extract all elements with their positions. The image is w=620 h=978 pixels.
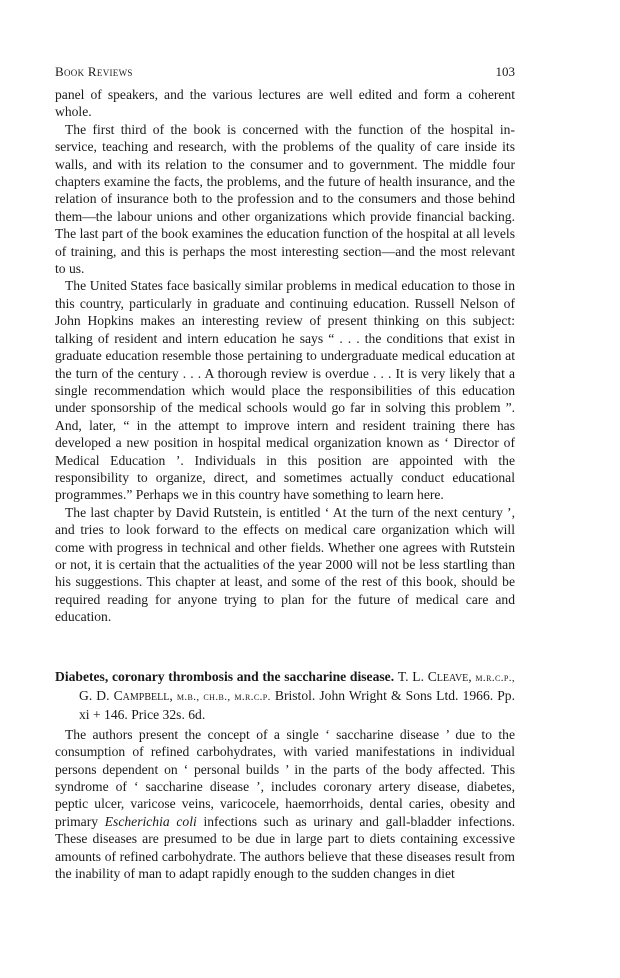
review-citation <box>55 668 515 724</box>
running-head <box>55 64 515 86</box>
book-title: Diabetes, coronary thrombosis and the saccharine disease. <box>55 668 395 684</box>
section-title: Book Reviews <box>55 64 133 79</box>
paragraph: The first third of the book is concerned with the function of the hospital in-service, teaching and research, with the problems of the quality of care inside its walls, and with its relation to the consumer and to government. The middle four chapters examine the facts, the problems, and the future of health insurance, and the relation of insurance both to the profession and to the consumers and those behind them—the labour unions and other organizations which provide financial backing. The last part of the book examines the education function of the hospital at all levels of training, and this is perhaps the most interesting section—and the most relevant to us. <box>55 121 515 277</box>
page-number: 103 <box>495 64 515 79</box>
author-name: G. D. Campbell, <box>79 688 173 703</box>
paragraph: The last chapter by David Rutstein, is entitled ‘ At the turn of the next century ’, and tries to look forward to the effects on medical care organization which will come with progress in technical and other fields. Whether one agrees with Rutstein or not, it is certain that the actualities of the year 2000 will not be less startling than his suggestions. This chapter at least, and some of the rest of this book, should be required reading for anyone trying to plan for the future of medical care and education. <box>55 504 515 625</box>
review-text: The authors present the concept of a single ‘ saccharine disease ’ due to the consumption of refined carbohydrates, with varied manifestations in individual persons dependent on ‘ personal builds ’ in the parts of the body affected. This syndrome of ‘ saccharine disease ’, includes coronary artery disease, diabetes, peptic ulcer, varicose veins, varicocele, haemorrhoids, dental caries, obesity and primary <box>55 726 515 829</box>
section-gap <box>55 626 515 668</box>
paragraph: The United States face basically similar problems in medical education to those in this country, particularly in graduate and continuing education. Russell Nelson of John Hopkins makes an interesting review of present thinking on this subject: talking of resident and intern education he says “ . . . the conditions that exist in graduate education resemble those pertaining to undergraduate medical education at the turn of the century . . . A thorough review is overdue . . . It is very likely that a single recommendation which would place the responsibilities of this education under sponsorship of the medical schools would go far in solving this problem ”. And, later, “ in the attempt to improve intern and resident training there has developed a new position in hospital medical organization known as ‘ Director of Medical Education ’. Individuals in this position are appointed with the responsibility to organize, direct, and sometimes actually conduct educational programmes.” Perhaps we in this country have something to learn here. <box>55 278 515 503</box>
review-paragraph <box>55 726 515 883</box>
journal-page <box>55 64 515 882</box>
author-qualifications: m.r.c.p., <box>475 671 516 684</box>
italic-term: Escherichia coli <box>104 813 197 829</box>
author-qualifications: m.b., ch.b., m.r.c.p. <box>176 691 271 703</box>
publication-details: Bristol. John Wright & Sons Ltd. 1966. Pp. xi + 146. Price 32s. 6d. <box>79 688 515 723</box>
review-text: infections such as urinary and gall-bladder infections. These diseases are presumed to be due in large part to diets containing excessive amounts of refined carbohydrate. The authors believe that these diseases result from the inability of man to adapt rapidly enough to the sudden changes in diet <box>55 813 516 882</box>
paragraph-continued: panel of speakers, and the various lectures are well edited and form a coherent whole. <box>55 87 515 120</box>
author-name: T. L. Cleave, <box>397 668 472 684</box>
